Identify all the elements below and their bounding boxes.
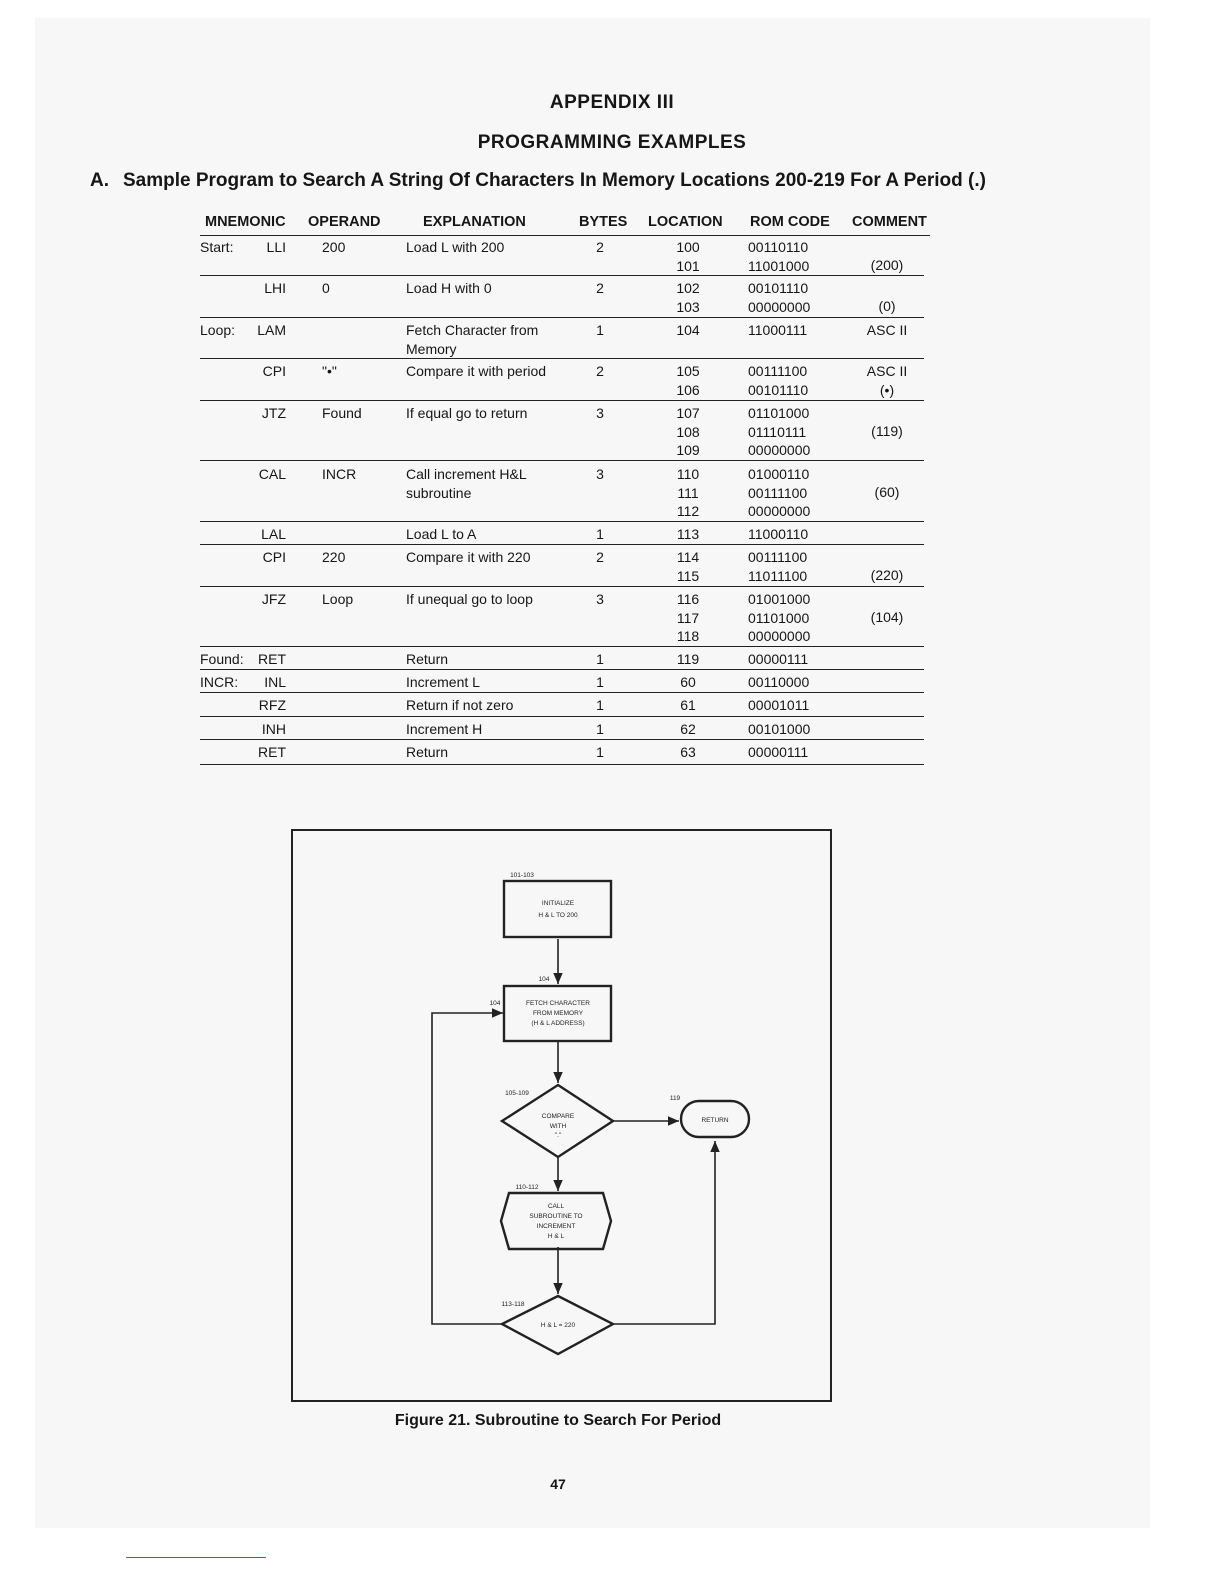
location-cell: 63 (680, 744, 696, 760)
explanation-cell: Fetch Character from Memory (406, 322, 539, 357)
explanation-cell: Return (406, 744, 449, 760)
explanation-cell: Call increment H&L subroutine (406, 466, 527, 501)
appendix-title: APPENDIX III (549, 92, 675, 113)
table-row (200, 648, 924, 670)
mnemonic-cell: RET (258, 744, 286, 760)
bytes-cell: 2 (596, 280, 604, 296)
mnemonic-cell: CAL (258, 466, 286, 482)
rom-code-cell: 00000111 (748, 651, 809, 667)
return-address: 119 (669, 1095, 681, 1102)
row-label: Start: (200, 239, 234, 255)
row-label: INCR: (200, 674, 239, 690)
flowchart (291, 829, 832, 1402)
rom-code-cell: 00101110 (748, 280, 809, 296)
comment-cell: (119) (871, 423, 903, 439)
init-line-1: INITIALIZE (541, 900, 575, 907)
bytes-cell: 2 (596, 363, 604, 379)
section-subtitle: PROGRAMMING EXAMPLES (477, 132, 747, 153)
location-cell: 106 (676, 381, 700, 398)
mnemonic-cell: CPI (262, 549, 286, 565)
bytes-cell: 3 (596, 405, 604, 421)
operand-cell: 200 (322, 239, 346, 255)
bytes-cell: 1 (596, 744, 604, 760)
location-cell: 116 (676, 591, 700, 607)
table-row (200, 523, 924, 545)
footer-rule (126, 1557, 266, 1558)
header-bytes: BYTES (579, 214, 628, 230)
rom-code-cell: 00110000 (748, 674, 810, 690)
location-cell: 61 (680, 697, 696, 713)
operand-cell: 220 (322, 549, 346, 565)
mnemonic-cell: CPI (262, 363, 286, 379)
location-cell: 114 (676, 549, 700, 565)
location-cell: 62 (680, 721, 696, 737)
bytes-cell: 1 (596, 651, 604, 667)
rom-code-cell: 01101000 (748, 609, 810, 626)
location-cell: 103 (676, 298, 700, 315)
header-comment: COMMENT (852, 214, 927, 230)
header-mnemonic: MNEMONIC (205, 214, 286, 230)
comment-cell: (60) (874, 484, 900, 500)
table-row (200, 741, 924, 765)
explanation-cell: Increment H (406, 721, 483, 737)
location-cell: 60 (680, 674, 696, 690)
comment-cell: (104) (870, 609, 904, 625)
location-cell: 112 (676, 503, 700, 519)
rom-code-cell: 00000000 (748, 442, 811, 458)
call-address: 110-112 (515, 1184, 539, 1191)
fetch-line-3: (H & L ADDRESS) (531, 1020, 585, 1027)
rom-code-cell: 00111100 (748, 549, 808, 565)
explanation-cell: Load L with 200 (406, 239, 505, 255)
bytes-cell: 1 (596, 697, 604, 713)
row-label: Found: (200, 651, 244, 667)
explanation-cell: Compare it with period (406, 363, 547, 379)
rom-code-cell: 00110110 (748, 239, 809, 255)
call-line-3: INCREMENT (536, 1223, 576, 1230)
rom-code-cell: 11001000 (748, 257, 810, 274)
init-address: 101-103 (510, 872, 534, 879)
call-line-2: SUBROUTINE TO (529, 1213, 583, 1220)
bytes-cell: 3 (596, 591, 604, 607)
fetch-side-label: 104 (489, 1000, 501, 1007)
limit-address: 113-118 (501, 1301, 525, 1308)
bytes-cell: 1 (596, 322, 604, 338)
rom-code-cell: 00000000 (748, 298, 811, 315)
rom-code-cell: 00000000 (748, 628, 811, 644)
mnemonic-cell: INH (261, 721, 286, 737)
rom-code-cell: 00000111 (748, 744, 809, 760)
comment-cell: (220) (870, 567, 904, 583)
compare-line-3: "." (554, 1132, 562, 1139)
location-cell: 107 (676, 405, 700, 421)
location-cell: 113 (676, 526, 700, 542)
rom-code-cell: 01101000 (748, 405, 810, 421)
comment-cell: ASC II (866, 322, 908, 338)
rom-code-cell: 11011100 (748, 567, 808, 584)
table-row (200, 546, 924, 587)
bytes-cell: 1 (596, 721, 604, 737)
location-cell: 108 (676, 423, 700, 440)
explanation-cell: Return if not zero (406, 697, 514, 713)
operand-cell: INCR (322, 466, 357, 482)
explanation-cell: Return (406, 651, 449, 667)
mnemonic-cell: INL (264, 674, 286, 690)
section-title: Sample Program to Search A String Of Characters In Memory Locations 200-219 For A Period (.) (123, 170, 986, 191)
location-cell: 117 (676, 609, 700, 626)
table-row (200, 319, 924, 359)
mnemonic-cell: LHI (264, 280, 286, 296)
mnemonic-cell: LAL (261, 526, 286, 542)
fetch-line-2: FROM MEMORY (532, 1010, 584, 1017)
mnemonic-cell: LAM (257, 322, 286, 338)
mnemonic-cell: JFZ (261, 591, 286, 607)
comment-cell: ASC II (•) (866, 363, 908, 398)
explanation-cell: If equal go to return (406, 405, 528, 421)
location-cell: 102 (676, 280, 700, 296)
rom-code-cell: 01000110 (748, 466, 810, 482)
explanation-cell: Load L to A (406, 526, 477, 542)
rom-code-cell: 01001000 (748, 591, 811, 607)
table-row (200, 402, 924, 461)
rom-code-cell: 11000111 (748, 322, 808, 338)
operand-cell: Found (322, 405, 362, 421)
rom-code-cell: 11000110 (748, 526, 809, 542)
table-row (200, 463, 924, 522)
rom-code-cell: 00101110 (748, 381, 809, 398)
table-row (200, 588, 924, 647)
rom-code-cell: 00111100 (748, 363, 808, 379)
page-number: 47 (550, 1476, 566, 1492)
call-hexagon (501, 1193, 611, 1249)
figure-caption: Figure 21. Subroutine to Search For Period (394, 1412, 722, 1429)
location-cell: 109 (676, 442, 700, 458)
fetch-address: 104 (538, 976, 550, 983)
comment-cell: (200) (870, 257, 904, 273)
location-cell: 115 (676, 567, 700, 584)
table-row (200, 277, 924, 318)
rom-code-cell: 00001011 (748, 697, 810, 713)
call-line-4: H & L (547, 1233, 565, 1240)
limit-label: H & L = 220 (540, 1322, 576, 1329)
bytes-cell: 1 (596, 674, 604, 690)
init-box (504, 881, 611, 937)
compare-line-2: WITH (549, 1123, 567, 1130)
mnemonic-cell: RET (258, 651, 286, 667)
operand-cell: Loop (322, 591, 354, 607)
compare-line-1: COMPARE (541, 1113, 575, 1120)
location-cell: 111 (677, 484, 699, 501)
explanation-cell: Increment L (406, 674, 480, 690)
header-location: LOCATION (648, 214, 723, 230)
location-cell: 118 (676, 628, 700, 644)
explanation-cell: Compare it with 220 (406, 549, 531, 565)
section-label: A. (90, 170, 109, 191)
mnemonic-cell: RFZ (258, 697, 286, 713)
row-label: Loop: (200, 322, 236, 338)
call-line-1: CALL (547, 1203, 565, 1210)
compare-address: 105-109 (505, 1090, 529, 1097)
location-cell: 101 (676, 257, 700, 274)
comment-cell: (0) (878, 298, 896, 314)
bytes-cell: 3 (596, 466, 604, 482)
operand-cell: 0 (322, 280, 330, 296)
location-cell: 100 (676, 239, 700, 255)
rom-code-cell: 00000000 (748, 503, 811, 519)
location-cell: 105 (676, 363, 700, 379)
bytes-cell: 2 (596, 239, 604, 255)
return-label: RETURN (701, 1117, 729, 1124)
operand-cell: "•" (322, 363, 337, 379)
section-heading (90, 170, 986, 192)
table-row (200, 718, 924, 740)
mnemonic-cell: LLI (266, 239, 286, 255)
location-cell: 104 (676, 322, 700, 338)
rom-code-cell: 01110111 (748, 423, 807, 440)
rom-code-cell: 00111100 (748, 484, 808, 501)
table-row (200, 671, 924, 693)
header-operand: OPERAND (308, 214, 381, 230)
table-row (200, 360, 924, 401)
mnemonic-cell: JTZ (261, 405, 286, 421)
explanation-cell: Load H with 0 (406, 280, 492, 296)
header-explanation: EXPLANATION (423, 214, 526, 230)
init-line-2: H & L TO 200 (538, 912, 578, 919)
table-row (200, 694, 924, 717)
rom-code-cell: 00101000 (748, 721, 811, 737)
table-row (200, 236, 924, 276)
explanation-cell: If unequal go to loop (406, 591, 533, 607)
fetch-line-1: FETCH CHARACTER (526, 1000, 590, 1007)
bytes-cell: 1 (596, 526, 604, 542)
location-cell: 110 (676, 466, 700, 482)
location-cell: 119 (676, 651, 700, 667)
bytes-cell: 2 (596, 549, 604, 565)
header-rom-code: ROM CODE (750, 214, 830, 230)
